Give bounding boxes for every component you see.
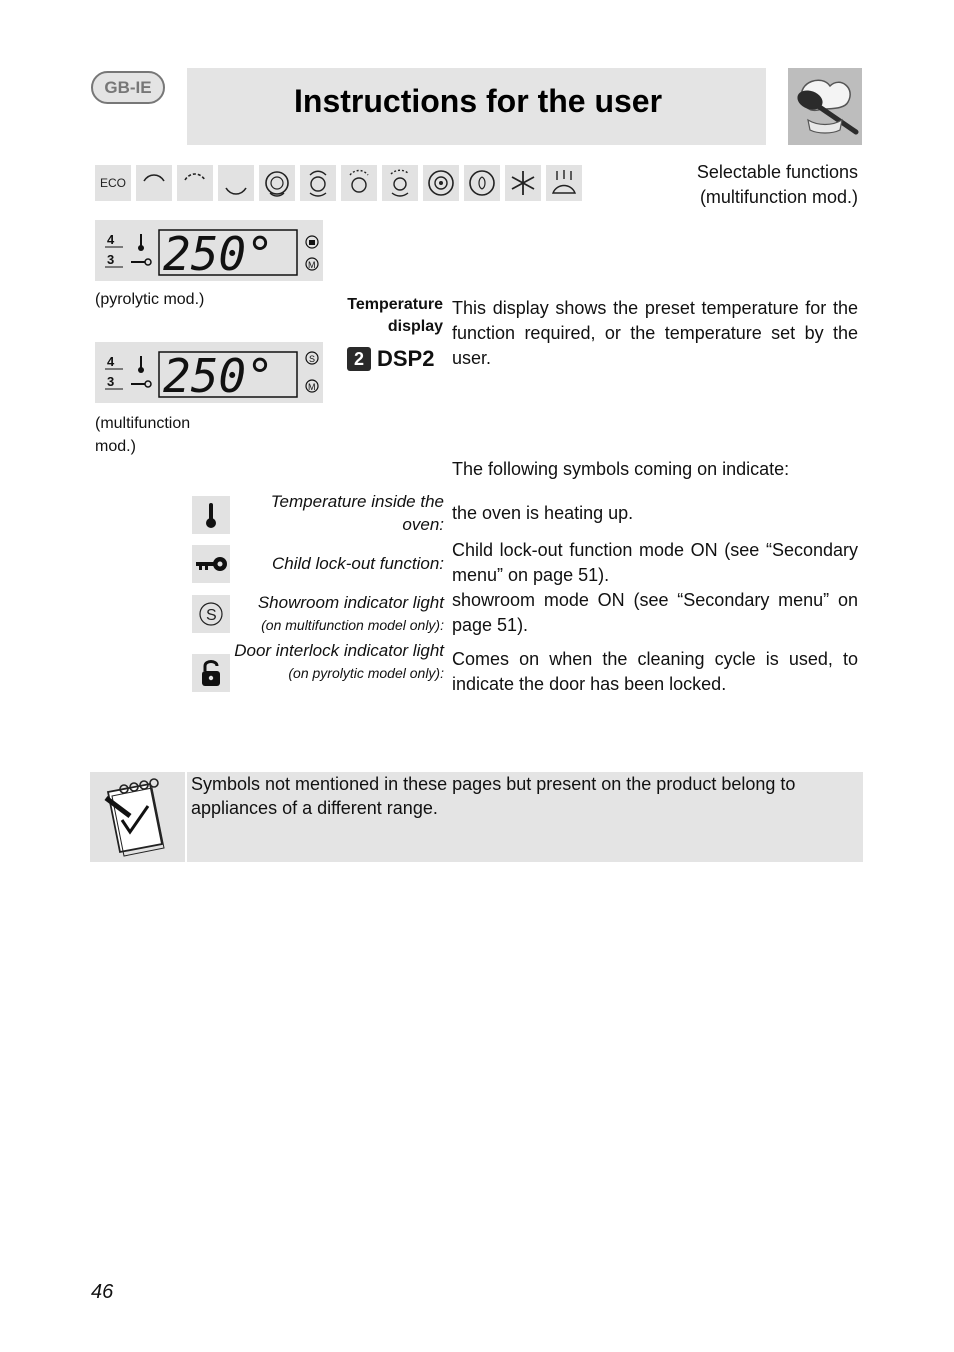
showroom-label: Showroom indicator light (on multifunction model only):: [257, 593, 444, 633]
dsp2-label: DSP2: [377, 346, 435, 371]
temperature-display-description: This display shows the preset temperature for the function required, or the temperature set by the user.: [452, 298, 858, 368]
pyrolytic-readout: 250°: [163, 227, 274, 281]
svg-text:M: M: [308, 382, 316, 392]
fan-only-icon: [464, 165, 500, 201]
side-number-3: 3: [107, 374, 115, 389]
door-interlock-label: Door interlock indicator light (on pyrolytic model only):: [234, 641, 444, 681]
selectable-functions-caption: Selectable functions (multifunction mod.): [696, 162, 858, 207]
svg-text:S: S: [309, 354, 316, 364]
child-lock-label: Child lock-out function:: [272, 554, 444, 573]
side-number-3: 3: [107, 252, 115, 267]
page-title: Instructions for the user: [294, 83, 663, 119]
side-number-4: 4: [107, 232, 115, 247]
thermometer-icon: [192, 496, 230, 534]
fan-grill-bottom-icon: [382, 165, 418, 201]
showroom-description: showroom mode ON (see “Secondary menu” on page 51).: [452, 590, 858, 635]
bottom-element-icon: [218, 165, 254, 201]
fan-grill-icon: [341, 165, 377, 201]
dsp2-badge: 2: [347, 347, 371, 371]
padlock-icon: [192, 654, 230, 692]
svg-text:M: M: [308, 260, 316, 270]
fan-top-bottom-icon: [300, 165, 336, 201]
door-interlock-description: Comes on when the cleaning cycle is used, to indicate the door has been locked.: [452, 649, 858, 694]
proving-icon: [546, 165, 582, 201]
note-text: Symbols not mentioned in these pages but present on the product belong to appliances of a different range.: [191, 774, 796, 818]
grill-element-icon: [177, 165, 213, 201]
region-badge: GB-IE: [91, 71, 165, 104]
note-icon: [90, 772, 185, 862]
temperature-display-label: Temperature display: [347, 296, 443, 335]
child-lock-description: Child lock-out function mode ON (see “Secondary menu” on page 51).: [452, 540, 858, 585]
symbols-intro: The following symbols coming on indicate:: [452, 459, 790, 479]
pyrolytic-caption: (pyrolytic mod.): [95, 291, 205, 308]
side-number-4: 4: [107, 354, 115, 369]
showroom-s-icon: [192, 595, 230, 633]
page-number: 46: [91, 1281, 114, 1303]
multifunction-readout: 250°: [163, 349, 274, 403]
fan-bottom-icon: [259, 165, 295, 201]
fan-circular-icon: [423, 165, 459, 201]
temperature-inside-description: the oven is heating up.: [452, 503, 634, 523]
pyrolytic-display-panel: [95, 220, 323, 281]
chef-logo-icon: [788, 68, 862, 145]
svg-text:S: S: [206, 607, 217, 624]
eco-icon: ECO: [95, 165, 131, 201]
defrost-icon: [505, 165, 541, 201]
temperature-inside-label: Temperature inside the oven:: [270, 492, 444, 534]
multifunction-display-panel: [95, 342, 323, 403]
dsp2-tag: [347, 346, 434, 372]
key-icon: [192, 545, 230, 583]
multifunction-caption: (multifunction mod.): [95, 415, 191, 455]
top-element-icon: [136, 165, 172, 201]
